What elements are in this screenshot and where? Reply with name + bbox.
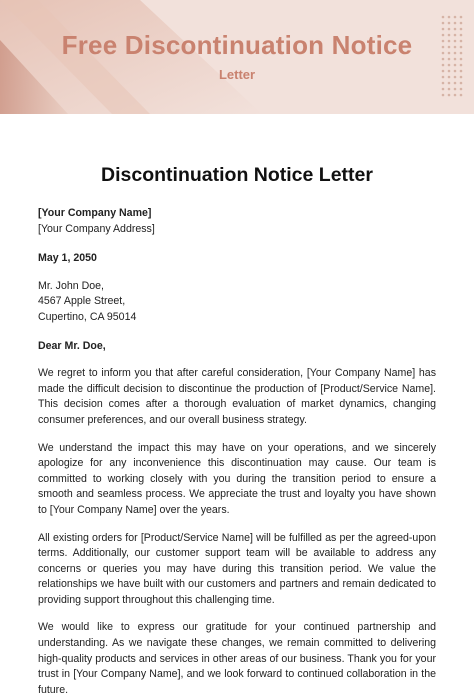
- paragraph-3: All existing orders for [Product/Service Name] will be fulfilled as per the agreed-upon terms. Additionally, our customer support team will be available to address any concerns or queries you may have during this transition period. We value the relationships we have built with our customers and partners and remain dedicated to providing support throughout this challenging time.: [38, 531, 436, 606]
- letter-date: May 1, 2050: [38, 252, 97, 265]
- document-title: Discontinuation Notice Letter: [101, 164, 373, 186]
- paragraph-2: We understand the impact this may have on your operations, and we sincerely apologize for any inconvenience this discontinuation may cause. Our team is committed to working closely with you during the transition period to ensure a smooth and seamless process. We appreciate the trust and loyalty you have shown to [Your Company Name] over the years.: [38, 441, 436, 516]
- company-address: [Your Company Address]: [38, 222, 155, 235]
- letter-body: [38, 114, 436, 698]
- recipient-name: Mr. John Doe,: [38, 279, 104, 292]
- company-name: [Your Company Name]: [38, 207, 152, 219]
- sender-block: [38, 206, 436, 237]
- banner-title: Free Discontinuation Notice: [61, 30, 413, 60]
- paragraph-4: We would like to express our gratitude for your continued partnership and understanding. As we navigate these changes, we remain committed to delivering high-quality products and services in other areas of our business. Thank you for your trust in [Your Company Name], and we look forward to continued collaboration in the future.: [38, 621, 436, 696]
- banner-subtitle: Letter: [218, 67, 256, 82]
- recipient-city: Cupertino, CA 95014: [38, 310, 137, 323]
- recipient-street: 4567 Apple Street,: [38, 295, 126, 308]
- paragraph-1: We regret to inform you that after careful consideration, [Your Company Name] has made the difficult decision to discontinue the production of [Product/Service Name]. This decision comes after a thorough evaluation of market dynamics, changing consumer preferences, and our overall business strategy.: [38, 367, 436, 426]
- header-banner: [0, 0, 474, 114]
- recipient-block: [38, 279, 436, 326]
- salutation: Dear Mr. Doe,: [38, 339, 106, 352]
